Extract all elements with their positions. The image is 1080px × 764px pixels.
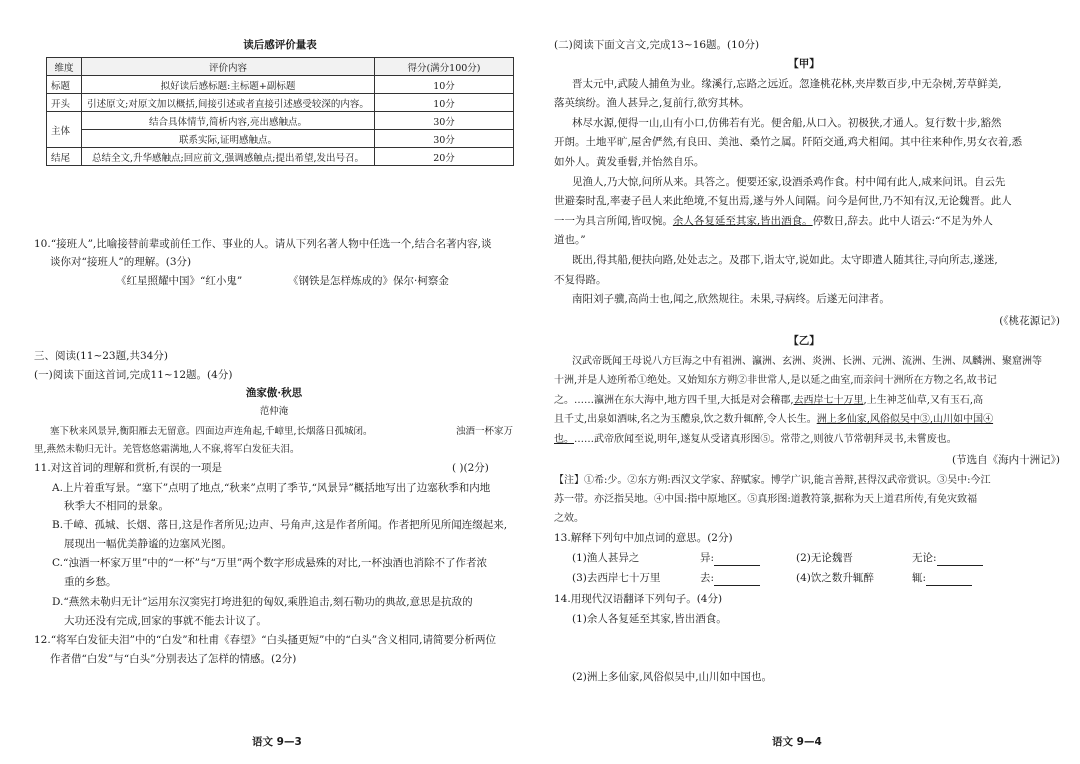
yi-line-composite <box>554 412 993 427</box>
answer-blank[interactable] <box>937 554 983 566</box>
q13-item-4: (4)饮之数升辄醉 <box>796 572 874 584</box>
q13-stem: 13.解释下列句中加点词的意思。(2分) <box>554 532 733 544</box>
table-header: 得分(满分100分) <box>375 58 514 76</box>
jia-line: 既出,得其船,便扶向路,处处志之。及郡下,诣太守,说如此。太守即遣人随其往,寻向所志,遂迷, <box>572 254 998 266</box>
jia-line: 晋太元中,武陵人捕鱼为业。缘溪行,忘路之远近。忽逢桃花林,夹岸数百步,中无杂树,芳草鲜美, <box>572 78 1002 90</box>
yi-text: 之。……瀛洲在东大海中,地方四千里,大抵是对会稽郡, <box>554 395 794 406</box>
section-3-1-heading: (一)阅读下面这首词,完成11~12题。(4分) <box>34 369 233 381</box>
poem-line-1: 塞下秋来风景异,衡阳雁去无留意。四面边声连角起,千嶂里,长烟落日孤城闭。 <box>50 426 373 437</box>
q13-item-3-label <box>700 571 760 586</box>
rubric-table-title: 读后感评价量表 <box>243 39 317 51</box>
q11-option-a-cont: 秋季大不相同的景象。 <box>64 500 169 512</box>
table-cell: 拟好读后感标题:主标题+副标题 <box>82 76 375 94</box>
q13-item-2: (2)无论魏晋 <box>796 552 853 564</box>
section-2-heading: (二)阅读下面文言文,完成13~16题。(10分) <box>554 39 760 51</box>
answer-blank[interactable] <box>714 554 760 566</box>
q13-item-3: (3)去西岸七十万里 <box>572 572 661 584</box>
annotation-line: 【注】①希:少。②东方朔:西汉文学家、辞赋家。博学广识,能言善辩,甚得汉武帝赏识。③吴中:今江 <box>554 475 991 486</box>
table-cell: 主体 <box>47 112 82 148</box>
table-cell: 10分 <box>375 94 514 112</box>
q11-option-c: C.“浊酒一杯家万里”中的“一杯”与“万里”两个数字形成悬殊的对比,一杯浊酒也消除不了作者浓 <box>52 557 488 569</box>
q11-paren: ( )(2分) <box>452 462 489 474</box>
q13-item-1-word: 异: <box>700 552 715 564</box>
table-cell: 引述原文;对原文加以概括,间接引述或者直接引述感受较深的内容。 <box>82 94 375 112</box>
table-header: 评价内容 <box>82 58 375 76</box>
q14-stem: 14.用现代汉语翻译下列句子。(4分) <box>554 593 723 605</box>
jia-line-composite <box>554 214 993 229</box>
table-cell: 总结全文,升华感触点;回应前文,强调感触点;提出希望,发出号召。 <box>82 148 375 166</box>
table-row <box>47 148 514 166</box>
page-footer: 语文 9—4 <box>772 736 822 748</box>
source-yi: (节选自《海内十洲记》) <box>952 454 1060 466</box>
table-header-row <box>47 58 514 76</box>
table-header: 维度 <box>47 58 82 76</box>
passage-jia-label: 【甲】 <box>788 58 820 70</box>
jia-line: 不复得路。 <box>554 274 607 286</box>
yi-text: 且千丈,出泉如酒味,名之为玉醴泉,饮之数升辄醉,令人长生。 <box>554 414 817 425</box>
yi-line: 汉武帝既闻王母说八方巨海之中有祖洲、瀛洲、玄洲、炎洲、长洲、元洲、流洲、生洲、凤麟洲、聚窟洲等 <box>572 356 1042 367</box>
q13-item-4-word: 辄: <box>912 572 927 584</box>
table-cell: 标题 <box>47 76 82 94</box>
q10-option-1: 《红星照耀中国》“红小鬼” <box>116 275 243 287</box>
poem-author: 范仲淹 <box>259 406 289 417</box>
table-cell: 联系实际,证明感触点。 <box>82 130 375 148</box>
jia-text: 停数日,辞去。此中人语云:“不足为外人 <box>812 215 993 227</box>
poem-title: 渔家傲·秋思 <box>245 387 303 399</box>
right-page <box>540 0 1080 764</box>
q14-sentence-2: (2)洲上多仙家,风俗似吴中,山川如中国也。 <box>572 671 773 683</box>
q11-option-d: D.“燕然未勒归无计”运用东汉窦宪打垮进犯的匈奴,乘胜追击,刻石勒功的典故,意思是抗敌的 <box>52 596 473 608</box>
passage-yi-label: 【乙】 <box>788 335 820 347</box>
source-jia: (《桃花源记》) <box>999 315 1060 327</box>
q10-line1: 10.“接班人”,比喻接替前辈或前任工作、事业的人。请从下列名著人物中任选一个,结合名著内容,谈 <box>34 238 492 250</box>
q11-option-a: A.上片着重写景。“塞下”点明了地点,“秋来”点明了季节,“风景异”概括地写出了边塞秋季和内地 <box>52 482 491 494</box>
table-row <box>47 112 514 130</box>
q10-line2: 谈你对“接班人”的理解。(3分) <box>50 256 192 268</box>
q11-stem: 11.对这首词的理解和赏析,有误的一项是 <box>34 462 223 474</box>
answer-blank[interactable] <box>926 574 972 586</box>
page-footer: 语文 9—3 <box>252 736 302 748</box>
yi-line: 十洲,并是人迹所希①绝处。又始知东方朔②非世常人,是以延之曲室,而亲问十洲所在方物之名,故书记 <box>554 375 997 386</box>
table-row <box>47 76 514 94</box>
jia-line: 南阳刘子骥,高尚士也,闻之,欣然规往。未果,寻病终。后遂无问津者。 <box>572 293 890 305</box>
table-cell: 开头 <box>47 94 82 112</box>
q13-item-2-word: 无论: <box>912 552 937 564</box>
rubric-table <box>46 57 514 166</box>
table-cell: 30分 <box>375 130 514 148</box>
table-cell: 10分 <box>375 76 514 94</box>
jia-line: 林尽水源,便得一山,山有小口,仿佛若有光。便舍船,从口入。初极狭,才通人。复行数十步,豁然 <box>572 117 1002 129</box>
jia-line: 世避秦时乱,率妻子邑人来此绝境,不复出焉,遂与外人间隔。问今是何世,乃不知有汉,无论魏晋。此人 <box>554 195 1012 207</box>
yi-text: ……武帝欣闻至说,明年,遂复从受诸真形图⑤。常带之,则彼八节常朝拜灵书,未嘗废也。 <box>574 434 957 445</box>
q13-item-4-label <box>912 571 972 586</box>
q11-option-b-cont: 展现出一幅优美静谧的边塞风光图。 <box>64 538 232 550</box>
jia-line: 如外人。黄发垂髫,并怡然自乐。 <box>554 156 705 168</box>
jia-line: 开朗。土地平旷,屋舍俨然,有良田、美池、桑竹之属。阡陌交通,鸡犬相闻。其中往来种作,男女衣着,悉 <box>554 136 1023 148</box>
annotation-line: 苏一带。亦泛指吴地。④中国:指中原地区。⑤真形图:道教符箓,据称为天上道君所传,有免灾致福 <box>554 494 978 505</box>
dotted-phrase: 去西岸七十万里 <box>793 395 864 406</box>
q11-option-b: B.千嶂、孤城、长烟、落日,这是作者所见;边声、号角声,这是作者所闻。作者把所见所闻连缀起来, <box>52 519 508 531</box>
answer-blank[interactable] <box>714 574 760 586</box>
jia-line: 道也。” <box>554 234 586 246</box>
q14-sentence-1: (1)余人各复延至其家,皆出酒食。 <box>572 613 727 625</box>
poem-line-1b: 浊酒一杯家万 <box>456 426 514 437</box>
yi-text: ,上生神芝仙草,又有玉石,高 <box>863 395 984 406</box>
q11-option-c-cont: 重的乡愁。 <box>64 576 117 588</box>
table-cell: 30分 <box>375 112 514 130</box>
q13-item-1: (1)渔人甚异之 <box>572 552 640 564</box>
annotation-line: 之效。 <box>554 513 584 524</box>
table-cell: 结尾 <box>47 148 82 166</box>
q10-option-2: 《钢铁是怎样炼成的》保尔·柯察金 <box>288 275 449 287</box>
q13-item-1-label <box>700 551 760 566</box>
q11-option-d-cont: 大功还没有完成,回家的事就不能去计议了。 <box>64 615 267 627</box>
underlined-sentence: 也。 <box>554 434 574 445</box>
underlined-sentence: 洲上多仙家,风俗似吴中③,山川如中国④ <box>816 414 994 425</box>
yi-line-composite <box>554 432 957 447</box>
jia-line: 见渔人,乃大惊,问所从来。具答之。便要还家,设酒杀鸡作食。村中闻有此人,咸来问讯。自云先 <box>572 176 1006 188</box>
table-row <box>47 94 514 112</box>
jia-text: 一一为具言所闻,皆叹惋。 <box>554 215 673 227</box>
section-3-heading: 三、阅读(11~23题,共34分) <box>34 350 168 362</box>
table-cell: 20分 <box>375 148 514 166</box>
q13-item-2-label <box>912 551 983 566</box>
q12-line1: 12.“将军白发征夫泪”中的“白发”和杜甫《春望》“白头搔更短”中的“白头”含义相同,请简要分析两位 <box>34 634 496 646</box>
q13-item-3-word: 去: <box>700 572 715 584</box>
underlined-sentence: 余人各复延至其家,皆出酒食。 <box>672 215 813 227</box>
jia-line: 落英缤纷。渔人甚异之,复前行,欲穷其林。 <box>554 97 750 109</box>
table-row <box>47 130 514 148</box>
table-cell: 结合具体情节,简析内容,亮出感触点。 <box>82 112 375 130</box>
yi-line-composite <box>554 393 983 408</box>
poem-line-2: 里,燕然未勒归无计。羌管悠悠霜满地,人不寐,将军白发征夫泪。 <box>34 444 300 455</box>
q12-line2: 作者借“白发”与“白头”分别表达了怎样的情感。(2分) <box>50 653 297 665</box>
